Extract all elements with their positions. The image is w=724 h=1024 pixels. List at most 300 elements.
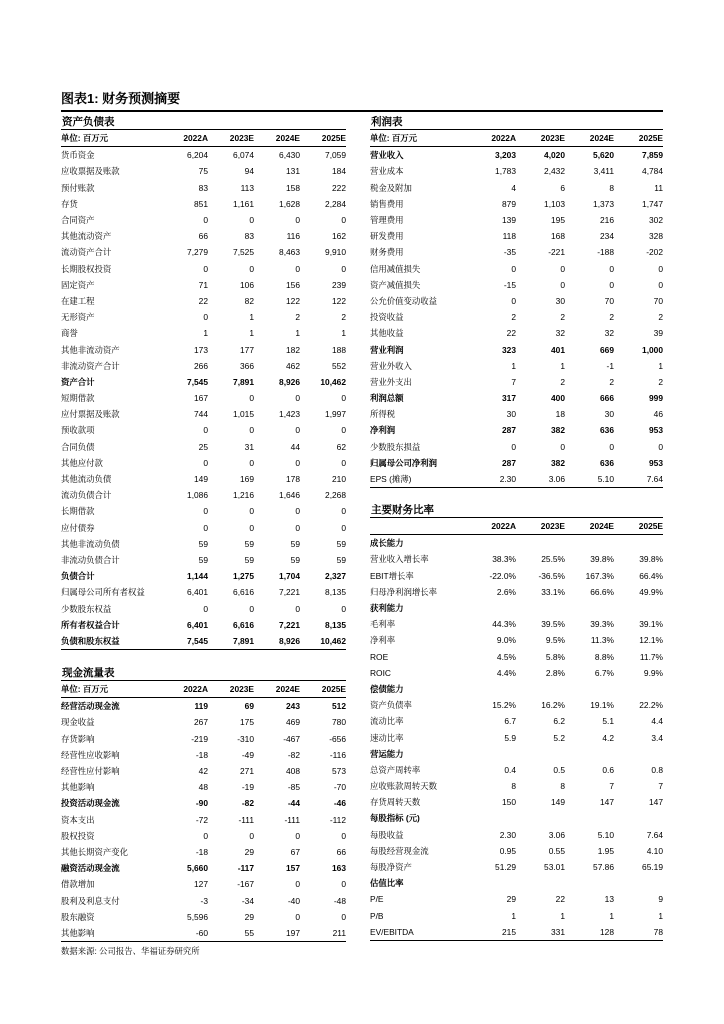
cell-value: 0	[295, 263, 300, 274]
row-label: 其他流动资产	[61, 231, 112, 242]
cell-value: 0	[203, 603, 208, 614]
table-row	[61, 212, 346, 228]
row-label: 应收账款周转天数	[370, 781, 437, 792]
cell-value: 25	[198, 441, 208, 452]
cell-value: 182	[286, 344, 300, 355]
cell-value: 0	[249, 393, 254, 404]
year-header: 2023E	[208, 681, 254, 698]
cell-value: 2.6%	[496, 586, 516, 597]
cell-value: 0	[203, 506, 208, 517]
cell-value: 2	[560, 376, 565, 387]
cell-value: 12.1%	[639, 635, 663, 646]
year-header: 2025E	[300, 130, 346, 147]
year-header: 2025E	[614, 130, 663, 147]
cell-value: 0	[203, 522, 208, 533]
cell-value: 11.3%	[590, 635, 614, 646]
table-row	[370, 277, 663, 293]
cell-value: 0	[295, 215, 300, 226]
cell-value: 167	[194, 393, 208, 404]
cell-value: 44	[290, 441, 300, 452]
cell-value: 0	[511, 295, 516, 306]
row-label: 其他影响	[61, 925, 162, 942]
row-label: 预收款项	[61, 425, 95, 436]
row-label: 资产负债率	[370, 700, 412, 711]
row-label: 成长能力	[370, 538, 404, 549]
row-label: 借款增加	[61, 879, 95, 890]
cell-value: 1,628	[279, 198, 300, 209]
table-row	[61, 892, 346, 908]
cell-value: 127	[194, 879, 208, 890]
row-label: 负债和股东权益	[61, 633, 162, 650]
cell-value: 7.64	[646, 829, 663, 840]
income-statement-section	[370, 115, 663, 488]
units-label: 单位: 百万元	[61, 130, 162, 147]
table-row	[370, 600, 663, 616]
cell-value: 0.95	[499, 845, 516, 856]
table-row	[370, 632, 663, 648]
cell-value: 33.1%	[541, 586, 565, 597]
table-row	[370, 293, 663, 309]
row-label: 归属母公司净利润	[370, 457, 437, 468]
cell-value: 0	[609, 441, 614, 452]
cell-value: 636	[600, 457, 614, 468]
row-label: 营业收入	[370, 150, 404, 161]
cell-value: 1,783	[495, 166, 516, 177]
table-row	[370, 891, 663, 907]
cell-value: 0	[249, 830, 254, 841]
cell-value	[614, 875, 663, 891]
cell-value: -111	[284, 814, 300, 825]
table-row	[61, 471, 346, 487]
row-label: 资本支出	[61, 814, 95, 825]
cell-value: 59	[244, 554, 254, 565]
cell-value: 552	[332, 360, 346, 371]
cell-value: 4.5%	[496, 651, 516, 662]
table-row	[370, 358, 663, 374]
year-header: 2024E	[254, 130, 300, 147]
cell-value: 0	[249, 603, 254, 614]
cell-value: 5,620	[593, 150, 614, 161]
row-label: 流动资产合计	[61, 247, 112, 258]
cell-value: 0	[341, 522, 346, 533]
table-row	[61, 374, 346, 390]
cell-value: 8	[560, 781, 565, 792]
cell-value: 0	[658, 279, 663, 290]
cell-value: 400	[551, 393, 565, 404]
cell-value: -111	[238, 814, 254, 825]
table-row	[370, 406, 663, 422]
row-label: 所得税	[370, 409, 396, 420]
cell-value: 4.10	[646, 845, 663, 856]
cell-value: 13	[604, 894, 614, 905]
row-label: 获利能力	[370, 603, 404, 614]
cell-value: -202	[646, 247, 663, 258]
cell-value: 287	[502, 457, 516, 468]
cell-value: 8	[609, 182, 614, 193]
table-row	[61, 600, 346, 616]
cell-value: 0	[341, 215, 346, 226]
cell-value: 1,646	[279, 490, 300, 501]
row-label: 资产合计	[61, 376, 95, 387]
cell-value: 62	[336, 441, 346, 452]
ratios-header-blank	[370, 518, 467, 535]
table-row	[61, 358, 346, 374]
cell-value: -82	[287, 749, 300, 760]
cell-value: 29	[244, 911, 254, 922]
table-row	[61, 552, 346, 568]
cell-value	[565, 600, 614, 616]
row-label: 其他流动负债	[61, 474, 112, 485]
cell-value: 6.7	[504, 716, 516, 727]
cell-value	[516, 810, 565, 826]
cell-value: 0	[249, 506, 254, 517]
cell-value: 158	[286, 182, 300, 193]
cell-value: 2	[341, 312, 346, 323]
table-row	[370, 196, 663, 212]
cell-value: 2	[658, 312, 663, 323]
cell-value: 0	[295, 603, 300, 614]
cell-value: 59	[290, 538, 300, 549]
cell-value: 59	[290, 554, 300, 565]
table-row	[61, 747, 346, 763]
row-label: 经营性应付影响	[61, 766, 120, 777]
cell-value: -22.0%	[489, 570, 516, 581]
cell-value: 0	[341, 457, 346, 468]
cell-value	[467, 681, 516, 697]
row-label: P/B	[370, 910, 384, 921]
cell-value: 6,401	[187, 587, 208, 598]
cash-flow-section	[61, 666, 346, 942]
cell-value: 1,000	[642, 344, 663, 355]
cell-value: 15.2%	[492, 700, 516, 711]
cell-value: 29	[244, 846, 254, 857]
year-header: 2022A	[467, 130, 516, 147]
cell-value: 6,430	[279, 150, 300, 161]
cell-value: 7,545	[162, 633, 208, 650]
cell-value	[516, 600, 565, 616]
cell-value: 94	[244, 166, 254, 177]
cell-value: -40	[287, 895, 300, 906]
cell-value: 317	[502, 393, 516, 404]
cell-value: 147	[649, 797, 663, 808]
cell-value: 744	[194, 409, 208, 420]
cell-value: 32	[604, 328, 614, 339]
cell-value: 0	[341, 911, 346, 922]
cell-value: 42	[198, 766, 208, 777]
cell-value: 71	[198, 279, 208, 290]
row-label: 其他非流动资产	[61, 344, 120, 355]
cell-value: 0	[511, 441, 516, 452]
cell-value: 7,525	[233, 247, 254, 258]
cell-value: -36.5%	[538, 570, 565, 581]
table-row	[61, 325, 346, 341]
cell-value: 1	[560, 360, 565, 371]
cell-value: 119	[194, 701, 208, 712]
cell-value: 1,086	[187, 490, 208, 501]
row-label: 投资活动现金流	[61, 798, 120, 809]
row-label: 流动负债合计	[61, 490, 112, 501]
cell-value: 0	[341, 263, 346, 274]
cell-value: 8,135	[325, 587, 346, 598]
cell-value: 3.4	[651, 732, 663, 743]
row-label: 股利及利息支付	[61, 895, 120, 906]
cell-value: 156	[286, 279, 300, 290]
table-row	[370, 875, 663, 891]
cell-value: 197	[254, 925, 300, 942]
row-label: 应付票据及账款	[61, 409, 120, 420]
table-row	[370, 212, 663, 228]
cell-value: 7,859	[642, 150, 663, 161]
cell-value: 6.7%	[594, 667, 614, 678]
cell-value: 1,103	[544, 198, 565, 209]
cell-value: 65.19	[642, 862, 663, 873]
cell-value: 401	[551, 344, 565, 355]
cell-value: 39	[653, 328, 663, 339]
cell-value: 4	[511, 182, 516, 193]
cell-value: 150	[502, 797, 516, 808]
units-label: 单位: 百万元	[370, 130, 467, 147]
cell-value: 83	[244, 231, 254, 242]
year-header: 2023E	[516, 130, 565, 147]
cell-value: 1	[295, 328, 300, 339]
row-label: 短期借款	[61, 393, 95, 404]
cell-value: 215	[467, 924, 516, 941]
cell-value: 25.5%	[541, 554, 565, 565]
row-label: 商誉	[61, 328, 78, 339]
table-row	[370, 827, 663, 843]
cell-value: 0	[341, 425, 346, 436]
table-row	[61, 309, 346, 325]
cell-value	[614, 746, 663, 762]
row-label: 现金收益	[61, 717, 95, 728]
cell-value: 7,221	[279, 619, 300, 630]
cell-value: 55	[208, 925, 254, 942]
row-label: 销售费用	[370, 198, 404, 209]
row-label: 估值比率	[370, 878, 404, 889]
cell-value: 0	[341, 506, 346, 517]
row-label: 长期借款	[61, 506, 95, 517]
row-label: 每股净资产	[370, 862, 412, 873]
cell-value: 1,275	[233, 571, 254, 582]
ratios-section	[370, 503, 663, 941]
cell-value: 131	[286, 166, 300, 177]
cell-value	[614, 810, 663, 826]
cell-value: 0	[295, 911, 300, 922]
cell-value: 4.4%	[496, 667, 516, 678]
cell-value: 59	[198, 538, 208, 549]
title-rule	[61, 110, 663, 112]
balance-sheet-section	[61, 115, 346, 650]
row-label: 股东融资	[61, 911, 95, 922]
cell-value: 331	[516, 924, 565, 941]
cell-value: 39.8%	[590, 554, 614, 565]
cell-value: 173	[194, 344, 208, 355]
row-label: 总资产周转率	[370, 764, 421, 775]
cell-value	[516, 681, 565, 697]
cell-value: -15	[503, 279, 516, 290]
cell-value: 128	[565, 924, 614, 941]
cell-value: 636	[600, 425, 614, 436]
year-header: 2025E	[300, 681, 346, 698]
row-label: 其他影响	[61, 782, 95, 793]
table-row	[370, 455, 663, 471]
cell-value	[565, 810, 614, 826]
cell-value: 469	[286, 717, 300, 728]
cell-value: -3	[200, 895, 208, 906]
cell-value: 11	[654, 182, 663, 193]
cell-value: 67	[290, 846, 300, 857]
cell-value	[467, 746, 516, 762]
cell-value: 0	[249, 425, 254, 436]
cell-value: 66	[198, 231, 208, 242]
cell-value: 0	[511, 263, 516, 274]
table-row	[61, 520, 346, 536]
cell-value: 3.06	[516, 471, 565, 488]
cell-value	[467, 535, 516, 552]
table-row	[61, 763, 346, 779]
row-label: 预付账款	[61, 182, 95, 193]
cell-value: 30	[555, 295, 565, 306]
cell-value: 19.1%	[590, 700, 614, 711]
row-label: 存货	[61, 198, 78, 209]
cell-value: 0	[609, 263, 614, 274]
row-label: EV/EBITDA	[370, 924, 467, 941]
year-header: 2024E	[565, 130, 614, 147]
cell-value: 18	[555, 409, 565, 420]
figure-title: 图表1: 财务预测摘要	[61, 91, 181, 106]
table-row	[61, 617, 346, 633]
row-label: 经营活动现金流	[61, 701, 120, 712]
table-row	[370, 810, 663, 826]
cell-value: 2,268	[325, 490, 346, 501]
cell-value: 9.9%	[643, 667, 663, 678]
table-row	[370, 228, 663, 244]
table-row	[370, 924, 663, 941]
row-label: EBIT增长率	[370, 570, 414, 581]
cell-value: 2.30	[499, 829, 516, 840]
cell-value: 178	[286, 474, 300, 485]
cell-value	[565, 535, 614, 552]
cell-value	[565, 681, 614, 697]
row-label: EPS (摊薄)	[370, 471, 467, 488]
row-label: 偿债能力	[370, 683, 404, 694]
table-row	[61, 698, 346, 715]
cell-value: 10,462	[300, 633, 346, 650]
cell-value: 184	[332, 166, 346, 177]
cell-value: 82	[244, 295, 254, 306]
cell-value: 2,432	[544, 166, 565, 177]
table-row	[370, 665, 663, 681]
year-header: 2023E	[208, 130, 254, 147]
cell-value: -117	[237, 863, 254, 874]
cell-value: 0	[658, 263, 663, 274]
table-row	[370, 762, 663, 778]
cash-flow-table	[61, 681, 346, 942]
cell-value: 168	[551, 231, 565, 242]
cell-value: 0	[295, 393, 300, 404]
year-header: 2023E	[516, 518, 565, 535]
cell-value: 2	[560, 312, 565, 323]
row-label: 其他非流动负债	[61, 538, 120, 549]
cell-value: -219	[191, 733, 208, 744]
year-header: 2024E	[565, 518, 614, 535]
cell-value: -467	[283, 733, 300, 744]
cell-value: 31	[244, 441, 254, 452]
cell-value: 1,216	[233, 490, 254, 501]
table-row	[61, 455, 346, 471]
cell-value: 7,279	[187, 247, 208, 258]
cash-flow-title: 现金流量表	[61, 666, 346, 681]
table-row	[61, 714, 346, 730]
cell-value: 382	[551, 457, 565, 468]
cell-value: 122	[332, 295, 346, 306]
table-row	[370, 374, 663, 390]
cell-value: 1,144	[187, 571, 208, 582]
cell-value: 9.0%	[496, 635, 516, 646]
table-row	[370, 729, 663, 745]
cell-value: 1	[658, 910, 663, 921]
table-row	[370, 261, 663, 277]
row-label: 营业收入增长率	[370, 554, 429, 565]
row-label: 公允价值变动收益	[370, 295, 437, 306]
cell-value: 1	[511, 360, 516, 371]
cell-value: 149	[194, 474, 208, 485]
cell-value: -116	[329, 749, 346, 760]
row-label: 经营性应收影响	[61, 749, 120, 760]
cell-value: 2.30	[467, 471, 516, 488]
cell-value: 5,660	[187, 863, 208, 874]
cell-value: 1	[341, 328, 346, 339]
cell-value: 66.4%	[639, 570, 663, 581]
cell-value	[614, 681, 663, 697]
cell-value: 22	[198, 295, 208, 306]
cell-value: 122	[286, 295, 300, 306]
cell-value: 323	[502, 344, 516, 355]
cell-value: 163	[332, 863, 346, 874]
cell-value: 953	[649, 457, 663, 468]
cell-value: 38.3%	[492, 554, 516, 565]
cell-value: 0	[609, 279, 614, 290]
cell-value: 267	[194, 717, 208, 728]
table-row	[61, 487, 346, 503]
cell-value: 1	[658, 360, 663, 371]
cell-value: 879	[502, 198, 516, 209]
cell-value: 39.5%	[541, 619, 565, 630]
cell-value	[467, 875, 516, 891]
cell-value: 5.1	[602, 716, 614, 727]
cell-value: 462	[286, 360, 300, 371]
cell-value: 4.4	[651, 716, 663, 727]
cell-value: 59	[244, 538, 254, 549]
table-row	[370, 859, 663, 875]
cell-value: -85	[287, 782, 300, 793]
year-header: 2024E	[254, 681, 300, 698]
table-row	[370, 697, 663, 713]
row-label: 其他应付款	[61, 457, 103, 468]
cell-value: 3.06	[548, 829, 565, 840]
table-row	[61, 860, 346, 876]
cell-value: 16.2%	[541, 700, 565, 711]
table-row	[61, 341, 346, 357]
cell-value: 271	[240, 766, 254, 777]
cell-value: 1	[560, 910, 565, 921]
table-row	[61, 536, 346, 552]
table-row	[61, 503, 346, 519]
cell-value: 366	[240, 360, 254, 371]
row-label: 合同资产	[61, 215, 95, 226]
row-label: 非流动负债合计	[61, 554, 120, 565]
row-label: 净利率	[370, 635, 396, 646]
